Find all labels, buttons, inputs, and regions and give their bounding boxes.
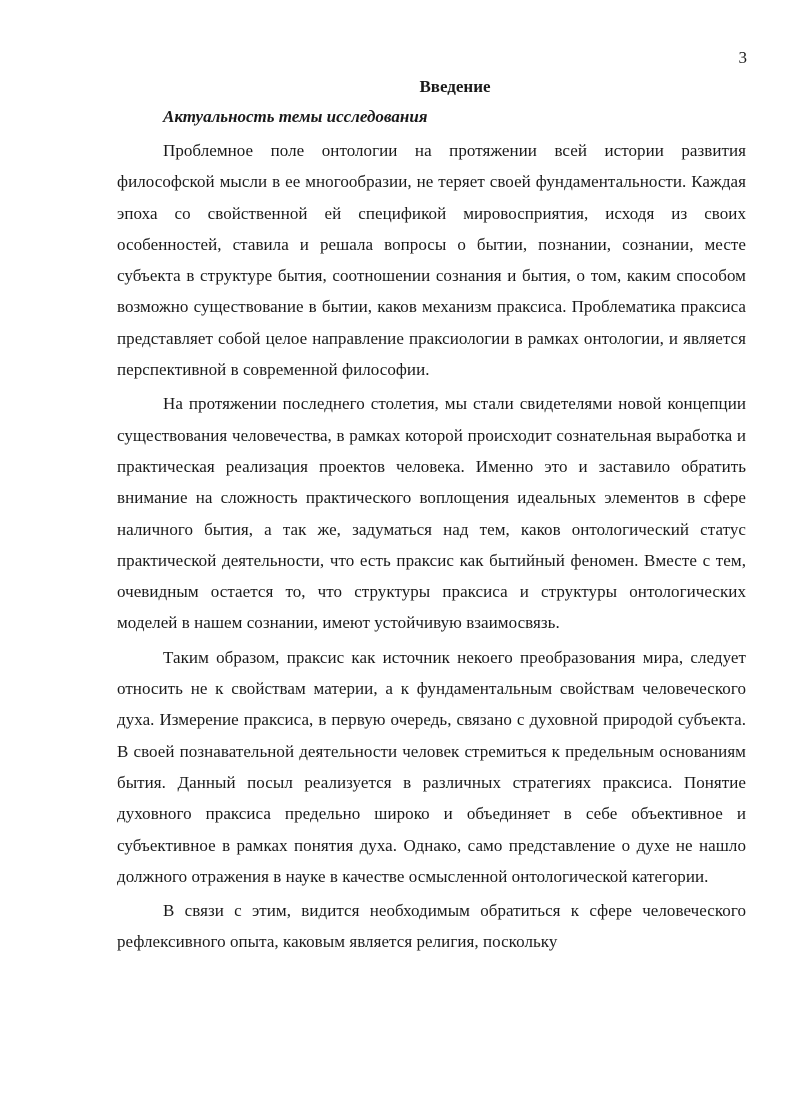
- paragraph-2: На протяжении последнего столетия, мы стали свидетелями новой концепции существования человечества, в рамках которой происходит сознательная выработка и практическая реализация проектов человека. Именно это и заставило обратить внимание на сложность практического воплощения идеальных элементов в сфере наличного бытия, а так же, задуматься над тем, каков онтологический статус практической деятельности, что есть праксис как бытийный феномен. Вместе с тем, очевидным остается то, что структуры праксиса и структуры онтологических моделей в нашем сознании, имеют устойчивую взаимосвязь.: [117, 394, 746, 633]
- section-heading: Актуальность темы исследования: [163, 107, 428, 126]
- page-title: Введение: [419, 77, 491, 96]
- page-number: 3: [738, 48, 747, 67]
- body-text: [117, 135, 746, 961]
- paragraph-1: Проблемное поле онтологии на протяжении всей истории развития философской мысли в ее многообразии, не теряет своей фундаментальности. Каждая эпоха со свойственной ей спецификой мировосприятия, исходя из своих особенностей, ставила и решала вопросы о бытии, познании, сознании, месте субъекта в структуре бытия, соотношении сознания и бытия, о том, каким способом возможно существование в бытии, каков механизм праксиса. Проблематика праксиса представляет собой целое направление праксиологии в рамках онтологии, и является перспективной в современной философии.: [117, 141, 746, 380]
- paragraph-4: В связи с этим, видится необходимым обратиться к сфере человеческого рефлексивного опыта, каковым является религия, поскольку: [117, 901, 746, 952]
- paragraph-3: Таким образом, праксис как источник некоего преобразования мира, следует относить не к свойствам материи, а к фундаментальным свойствам человеческого духа. Измерение праксиса, в первую очередь, связано с духовной природой субъекта. В своей познавательной деятельности человек стремиться к предельным основаниям бытия. Данный посыл реализуется в различных стратегиях праксиса. Понятие духовного праксиса предельно широко и объединяет в себе объективное и субъективное в рамках понятия духа. Однако, само представление о духе не нашло должного отражения в науке в качестве осмысленной онтологической категории.: [117, 647, 746, 886]
